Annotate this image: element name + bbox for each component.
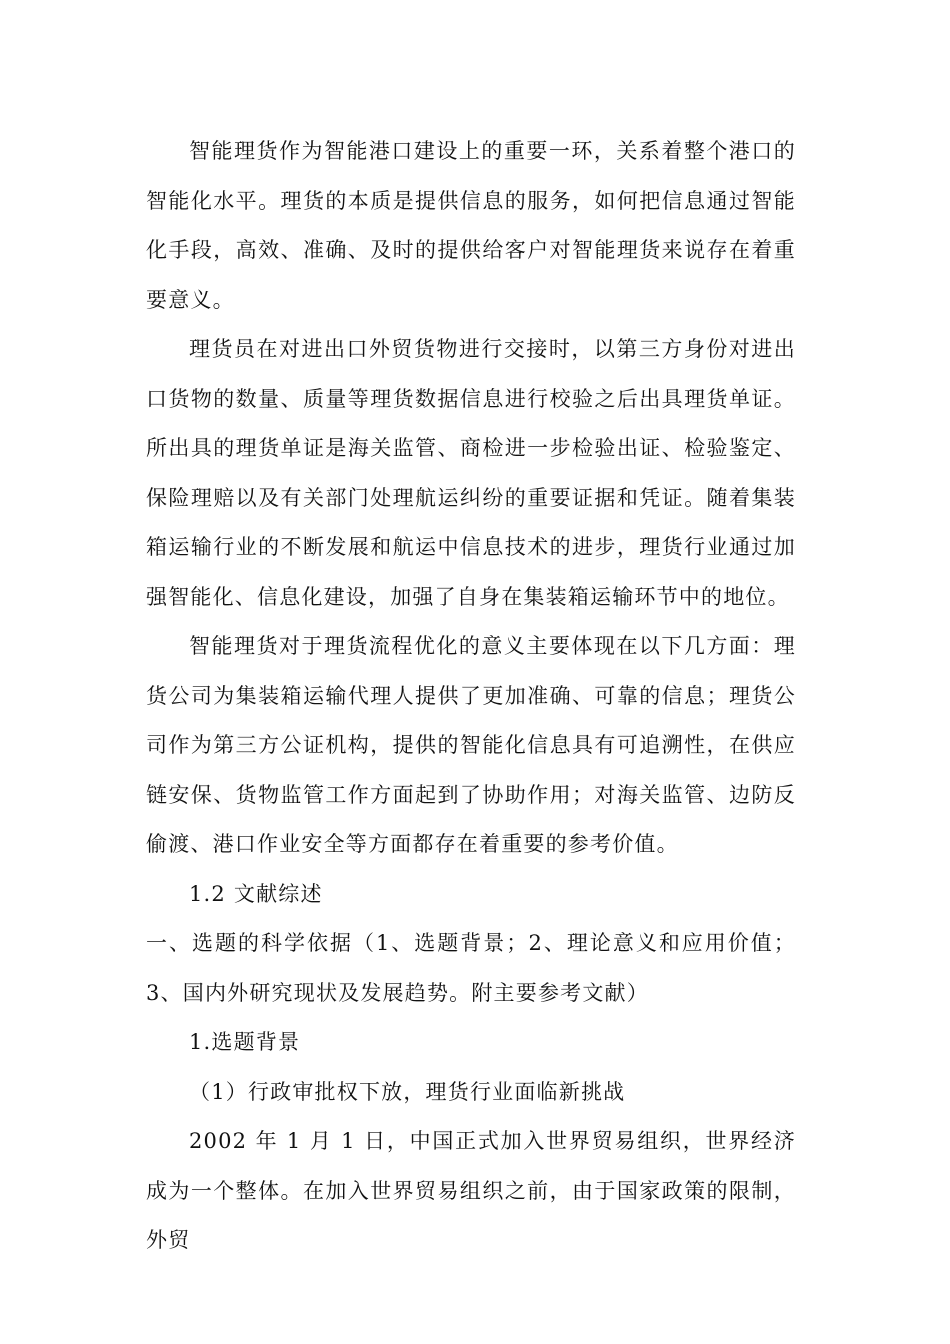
paragraph-process-optimization: 智能理货对于理货流程优化的意义主要体现在以下几方面：理货公司为集装箱运输代理人提供了更加准确、可靠的信息；理货公司作为第三方公证机构，提供的智能化信息具有可追溯性，在供应链安保、货物监管工作方面起到了协助作用；对海关监管、边防反偷渡、港口作业安全等方面都存在着重要的参考价值。	[146, 634, 796, 856]
paragraph-smart-tally-importance: 智能理货作为智能港口建设上的重要一环，关系着整个港口的智能化水平。理货的本质是提供信息的服务，如何把信息通过智能化手段，高效、准确、及时的提供给客户对智能理货来说存在着重要意义。	[146, 139, 796, 312]
subsection-heading: 1.选题背景	[189, 1030, 301, 1054]
scientific-basis-heading: 一、选题的科学依据（1、选题背景；2、理论意义和应用价值；3、国内外研究现状及发展趋势。附主要参考文献）	[146, 931, 796, 1005]
paragraph-wto-accession: 2002 年 1 月 1 日，中国正式加入世界贸易组织，世界经济成为一个整体。在加入世界贸易组织之前，由于国家政策的限制，外贸	[146, 1129, 796, 1252]
section-heading: 1.2 文献综述	[189, 881, 323, 906]
paragraph-tally-clerk-role: 理货员在对进出口外贸货物进行交接时，以第三方身份对进出口货物的数量、质量等理货数据信息进行校验之后出具理货单证。所出具的理货单证是海关监管、商检进一步检验出证、检验鉴定、保险理赔以及有关部门处理航运纠纷的重要证据和凭证。随着集装箱运输行业的不断发展和航运中信息技术的进步，理货行业通过加强智能化、信息化建设，加强了自身在集装箱运输环节中的地位。	[146, 337, 796, 609]
item-heading: （1）行政审批权下放，理货行业面临新挑战	[189, 1079, 626, 1104]
document-body	[146, 127, 796, 1266]
